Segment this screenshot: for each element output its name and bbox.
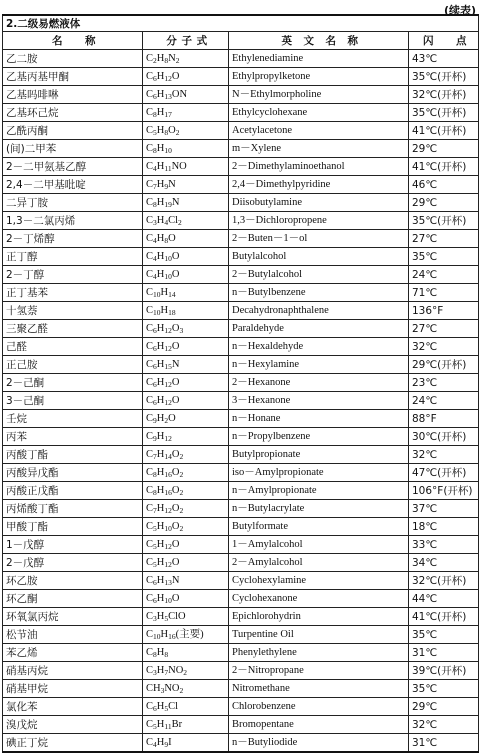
table-row [3, 428, 479, 446]
table-row [3, 446, 479, 464]
cell-name: 正丁基苯 [3, 284, 143, 302]
cell-name: (间)二甲苯 [3, 140, 143, 158]
cell-formula: $C_5H_{12}O$ [143, 554, 229, 572]
table-row [3, 176, 479, 194]
table-row [3, 662, 479, 680]
cell-flash-point: 35℃(开杯) [409, 104, 479, 122]
cell-name: 2,4－二甲基吡啶 [3, 176, 143, 194]
table-row [3, 464, 479, 482]
cell-name: 己醛 [3, 338, 143, 356]
table-row [3, 50, 479, 68]
cell-name: 丙酸正戊酯 [3, 482, 143, 500]
flammable-liquids-table [2, 14, 479, 753]
cell-flash-point: 18℃ [409, 518, 479, 536]
cell-formula: $C_8H_{19}N$ [143, 194, 229, 212]
table-row [3, 410, 479, 428]
cell-english: Butylformate [229, 518, 409, 536]
cell-flash-point: 88°F [409, 410, 479, 428]
cell-formula: $C_3H_7NO_2$ [143, 662, 229, 680]
cell-english: n－Hexylamine [229, 356, 409, 374]
section-title-row [3, 15, 479, 32]
cell-name: 2－二甲氨基乙醇 [3, 158, 143, 176]
cell-name: 苯乙烯 [3, 644, 143, 662]
cell-english: Turpentine Oil [229, 626, 409, 644]
cell-english: 2－Nitropropane [229, 662, 409, 680]
cell-english: Ethylenediamine [229, 50, 409, 68]
cell-flash-point: 41℃(开杯) [409, 608, 479, 626]
cell-english: 2－Buten－1－ol [229, 230, 409, 248]
cell-formula: $C_{10}H_{16}$(主要) [143, 626, 229, 644]
table-row [3, 248, 479, 266]
cell-formula: $C_6H_{12}O$ [143, 68, 229, 86]
cell-english: Nitromethane [229, 680, 409, 698]
section-title: 2.二级易燃液体 [3, 15, 479, 32]
cell-flash-point: 41℃(开杯) [409, 158, 479, 176]
cell-name: 2－己酮 [3, 374, 143, 392]
table-row [3, 698, 479, 716]
cell-formula: $C_8H_{10}$ [143, 140, 229, 158]
cell-name: 丙酸异戊酯 [3, 464, 143, 482]
table-row [3, 680, 479, 698]
cell-formula: $C_{10}H_{14}$ [143, 284, 229, 302]
cell-english: Cyclohexylamine [229, 572, 409, 590]
cell-english: Decahydronaphthalene [229, 302, 409, 320]
cell-flash-point: 31℃ [409, 734, 479, 753]
table-row [3, 518, 479, 536]
cell-english: Ethylpropylketone [229, 68, 409, 86]
cell-flash-point: 31℃ [409, 644, 479, 662]
cell-name: 二异丁胺 [3, 194, 143, 212]
cell-name: 壬烷 [3, 410, 143, 428]
cell-flash-point: 46℃ [409, 176, 479, 194]
cell-name: 3－己酮 [3, 392, 143, 410]
cell-english: n－Propylbenzene [229, 428, 409, 446]
cell-formula: $C_5H_{11}Br$ [143, 716, 229, 734]
cell-name: 十氢萘 [3, 302, 143, 320]
header-name: 名 称 [3, 32, 143, 50]
table-row [3, 536, 479, 554]
table-row [3, 302, 479, 320]
cell-formula: $C_5H_{12}O$ [143, 536, 229, 554]
cell-formula: $C_2H_8N_2$ [143, 50, 229, 68]
table-row [3, 554, 479, 572]
cell-name: 碘正丁烷 [3, 734, 143, 753]
cell-name: 乙基吗啡啉 [3, 86, 143, 104]
cell-name: 2－丁烯醇 [3, 230, 143, 248]
cell-english: Cyclohexanone [229, 590, 409, 608]
cell-flash-point: 29℃ [409, 194, 479, 212]
cell-english: 1－Amylalcohol [229, 536, 409, 554]
cell-english: Paraldehyde [229, 320, 409, 338]
header-flash-point: 闪 点 [409, 32, 479, 50]
cell-name: 松节油 [3, 626, 143, 644]
cell-name: 丙苯 [3, 428, 143, 446]
cell-name: 三聚乙醛 [3, 320, 143, 338]
cell-name: 硝基丙烷 [3, 662, 143, 680]
cell-flash-point: 35℃(开杯) [409, 68, 479, 86]
cell-name: 1,3－二氯丙烯 [3, 212, 143, 230]
cell-flash-point: 35℃(开杯) [409, 212, 479, 230]
table-row [3, 590, 479, 608]
cell-formula: $C_6H_5Cl$ [143, 698, 229, 716]
cell-flash-point: 27℃ [409, 320, 479, 338]
cell-formula: $C_9H_2O$ [143, 410, 229, 428]
cell-flash-point: 37℃ [409, 500, 479, 518]
cell-flash-point: 29℃ [409, 140, 479, 158]
cell-formula: $C_3H_4Cl_2$ [143, 212, 229, 230]
cell-english: m－Xylene [229, 140, 409, 158]
cell-flash-point: 32℃ [409, 338, 479, 356]
table-row [3, 230, 479, 248]
table-row [3, 212, 479, 230]
cell-english: n－Butylacrylate [229, 500, 409, 518]
cell-formula: $C_6H_{12}O_3$ [143, 320, 229, 338]
cell-english: N－Ethylmorpholine [229, 86, 409, 104]
cell-english: Butylalcohol [229, 248, 409, 266]
cell-flash-point: 32℃(开杯) [409, 572, 479, 590]
table-row [3, 338, 479, 356]
cell-english: 2－Butylalcohol [229, 266, 409, 284]
table-row [3, 716, 479, 734]
table-row [3, 158, 479, 176]
cell-name: 丙烯酸丁酯 [3, 500, 143, 518]
cell-formula: $C_8H_{17}$ [143, 104, 229, 122]
cell-name: 环氧氯丙烷 [3, 608, 143, 626]
cell-flash-point: 23℃ [409, 374, 479, 392]
cell-formula: $C_5H_8O_2$ [143, 122, 229, 140]
cell-flash-point: 136°F [409, 302, 479, 320]
cell-name: 2－戊醇 [3, 554, 143, 572]
table-row [3, 194, 479, 212]
table-row [3, 482, 479, 500]
continued-label: (续表) [443, 4, 476, 17]
cell-flash-point: 35℃ [409, 626, 479, 644]
cell-english: n－Amylpropionate [229, 482, 409, 500]
cell-formula: $C_4H_9I$ [143, 734, 229, 753]
cell-flash-point: 106°F(开杯) [409, 482, 479, 500]
cell-flash-point: 34℃ [409, 554, 479, 572]
cell-formula: $C_4H_{10}O$ [143, 266, 229, 284]
cell-name: 环乙胺 [3, 572, 143, 590]
cell-name: 2－丁醇 [3, 266, 143, 284]
cell-flash-point: 29℃(开杯) [409, 356, 479, 374]
cell-english: iso－Amylpropionate [229, 464, 409, 482]
table-row [3, 734, 479, 753]
cell-formula: $C_6H_{13}N$ [143, 572, 229, 590]
header-english: 英 文 名 称 [229, 32, 409, 50]
cell-formula: $C_4H_8O$ [143, 230, 229, 248]
cell-flash-point: 41℃(开杯) [409, 122, 479, 140]
cell-name: 乙基丙基甲酮 [3, 68, 143, 86]
cell-name: 乙二胺 [3, 50, 143, 68]
cell-name: 溴戊烷 [3, 716, 143, 734]
table-row [3, 626, 479, 644]
table-row [3, 284, 479, 302]
cell-english: Acetylacetone [229, 122, 409, 140]
cell-english: 2－Dimethylaminoethanol [229, 158, 409, 176]
cell-english: Phenylethylene [229, 644, 409, 662]
cell-formula: $C_7H_{14}O_2$ [143, 446, 229, 464]
cell-formula: $C_8H_{16}O_2$ [143, 482, 229, 500]
cell-flash-point: 27℃ [409, 230, 479, 248]
cell-flash-point: 24℃ [409, 392, 479, 410]
table-row [3, 392, 479, 410]
cell-formula: $C_6H_{15}N$ [143, 356, 229, 374]
cell-english: 3－Hexanone [229, 392, 409, 410]
cell-formula: $C_7H_{12}O_2$ [143, 500, 229, 518]
table-row [3, 320, 479, 338]
table-row [3, 356, 479, 374]
table-row [3, 374, 479, 392]
cell-name: 正己胺 [3, 356, 143, 374]
cell-flash-point: 32℃ [409, 716, 479, 734]
cell-english: Butylpropionate [229, 446, 409, 464]
table-row [3, 86, 479, 104]
table-row [3, 104, 479, 122]
cell-english: n－Honane [229, 410, 409, 428]
cell-flash-point: 35℃ [409, 680, 479, 698]
cell-formula: $C_7H_9N$ [143, 176, 229, 194]
cell-formula: $C_3H_5ClO$ [143, 608, 229, 626]
cell-formula: $C_6H_{12}O$ [143, 338, 229, 356]
cell-english: n－Hexaldehyde [229, 338, 409, 356]
cell-flash-point: 32℃(开杯) [409, 86, 479, 104]
header-row [3, 32, 479, 50]
cell-formula: $C_{10}H_{18}$ [143, 302, 229, 320]
header-formula: 分 子 式 [143, 32, 229, 50]
cell-english: 2,4－Dimethylpyridine [229, 176, 409, 194]
cell-name: 硝基甲烷 [3, 680, 143, 698]
cell-flash-point: 71℃ [409, 284, 479, 302]
table-row [3, 122, 479, 140]
cell-english: n－Butylbenzene [229, 284, 409, 302]
cell-name: 甲酸丁酯 [3, 518, 143, 536]
table-row [3, 644, 479, 662]
cell-formula: $C_8H_{16}O_2$ [143, 464, 229, 482]
cell-flash-point: 32℃ [409, 446, 479, 464]
cell-formula: $C_8H_8$ [143, 644, 229, 662]
table-row [3, 500, 479, 518]
table-row [3, 68, 479, 86]
table-row [3, 572, 479, 590]
cell-name: 丙酸丁酯 [3, 446, 143, 464]
cell-english: Diisobutylamine [229, 194, 409, 212]
cell-english: n－Butyliodide [229, 734, 409, 753]
cell-english: 2－Hexanone [229, 374, 409, 392]
cell-flash-point: 33℃ [409, 536, 479, 554]
cell-flash-point: 35℃ [409, 248, 479, 266]
table-row [3, 608, 479, 626]
cell-flash-point: 30℃(开杯) [409, 428, 479, 446]
cell-name: 乙酰丙酮 [3, 122, 143, 140]
cell-name: 乙基环己烷 [3, 104, 143, 122]
cell-formula: $C_4H_{11}NO$ [143, 158, 229, 176]
cell-english: Ethylcyclohexane [229, 104, 409, 122]
cell-formula: $C_9H_{12}$ [143, 428, 229, 446]
cell-english: Epichlorohydrin [229, 608, 409, 626]
cell-formula: $C_6H_{12}O$ [143, 374, 229, 392]
cell-flash-point: 47℃(开杯) [409, 464, 479, 482]
cell-formula: $C_6H_{12}O$ [143, 392, 229, 410]
cell-english: 2－Amylalcohol [229, 554, 409, 572]
cell-name: 1－戊醇 [3, 536, 143, 554]
cell-flash-point: 43℃ [409, 50, 479, 68]
cell-flash-point: 44℃ [409, 590, 479, 608]
cell-name: 环乙酮 [3, 590, 143, 608]
cell-name: 氯化苯 [3, 698, 143, 716]
cell-formula: $C_6H_{10}O$ [143, 590, 229, 608]
cell-formula: $C_4H_{10}O$ [143, 248, 229, 266]
cell-formula: $CH_3NO_2$ [143, 680, 229, 698]
cell-english: 1,3－Dichloropropene [229, 212, 409, 230]
cell-flash-point: 29℃ [409, 698, 479, 716]
table-row [3, 266, 479, 284]
cell-name: 正丁醇 [3, 248, 143, 266]
cell-english: Chlorobenzene [229, 698, 409, 716]
cell-flash-point: 24℃ [409, 266, 479, 284]
cell-formula: $C_6H_{13}ON$ [143, 86, 229, 104]
cell-formula: $C_5H_{10}O_2$ [143, 518, 229, 536]
cell-english: Bromopentane [229, 716, 409, 734]
table-row [3, 140, 479, 158]
cell-flash-point: 39℃(开杯) [409, 662, 479, 680]
